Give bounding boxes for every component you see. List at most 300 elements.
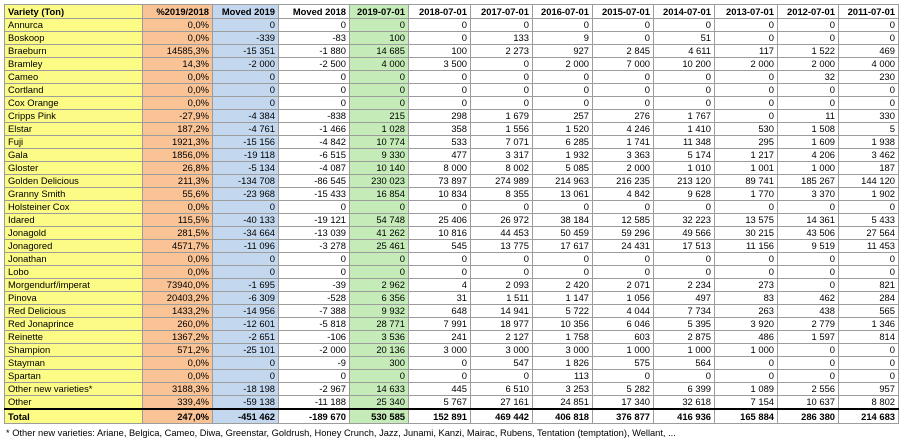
value-cell: 3 000 [409,344,471,357]
table-row [5,318,899,331]
value-cell: 0 [533,71,593,84]
value-cell: 0 [778,32,839,45]
value-cell: 215 [350,110,409,123]
value-cell: 0 [350,253,409,266]
value-cell: 281,5% [143,227,213,240]
value-cell: 216 235 [593,175,654,188]
total-value-cell: -189 670 [279,409,350,424]
value-cell: 545 [409,240,471,253]
value-cell: 0 [409,84,471,97]
value-cell: 0 [213,370,279,383]
value-cell: 25 406 [409,214,471,227]
value-cell: 0,0% [143,97,213,110]
table-row [5,305,899,318]
value-cell: 0 [350,97,409,110]
value-cell: 2 000 [533,58,593,71]
value-cell: 14,3% [143,58,213,71]
value-cell: 0 [654,84,715,97]
value-cell: 1921,3% [143,136,213,149]
table-row [5,214,899,227]
value-cell: 0 [654,370,715,383]
value-cell: 0 [471,58,533,71]
total-value-cell: 165 884 [715,409,778,424]
total-value-cell: 247,0% [143,409,213,424]
value-cell: 213 120 [654,175,715,188]
value-cell: 0 [279,84,350,97]
value-cell: 0 [213,19,279,32]
table-row [5,19,899,32]
value-cell: 1 056 [593,292,654,305]
value-cell: 24 431 [593,240,654,253]
value-cell: 1 679 [471,110,533,123]
variety-name-cell: Cox Orange [5,97,143,110]
value-cell: -1 466 [279,123,350,136]
value-cell: 263 [715,305,778,318]
value-cell: 5 174 [654,149,715,162]
column-header: %2019/2018 [143,5,213,19]
value-cell: 27 564 [839,227,899,240]
variety-name-cell: Fuji [5,136,143,149]
value-cell: -15 351 [213,45,279,58]
value-cell: 2 093 [471,279,533,292]
value-cell: 3 500 [409,58,471,71]
value-cell: 0 [593,97,654,110]
value-cell: 1 508 [778,123,839,136]
value-cell: 144 120 [839,175,899,188]
value-cell: 14 685 [350,45,409,58]
value-cell: -2 651 [213,331,279,344]
value-cell: 9 330 [350,149,409,162]
value-cell: 9 519 [778,240,839,253]
value-cell: 185 267 [778,175,839,188]
value-cell: 0 [213,201,279,214]
value-cell: 469 [839,45,899,58]
value-cell: 26 972 [471,214,533,227]
value-cell: -134 708 [213,175,279,188]
value-cell: 27 161 [471,396,533,410]
value-cell: 0 [715,201,778,214]
value-cell: 0 [715,357,778,370]
value-cell: 0 [409,71,471,84]
value-cell: 38 184 [533,214,593,227]
value-cell: 0 [715,32,778,45]
value-cell: 13 061 [533,188,593,201]
value-cell: 0 [471,253,533,266]
table-row [5,149,899,162]
value-cell: -1 880 [279,45,350,58]
value-cell: 0 [533,201,593,214]
value-cell: 0 [778,97,839,110]
value-cell: 9 [533,32,593,45]
value-cell: 0 [654,266,715,279]
value-cell: 2 845 [593,45,654,58]
value-cell: 0,0% [143,370,213,383]
value-cell: 25 461 [350,240,409,253]
table-row [5,71,899,84]
variety-name-cell: Gala [5,149,143,162]
value-cell: 1 089 [715,383,778,396]
value-cell: 0 [778,370,839,383]
value-cell: 274 989 [471,175,533,188]
value-cell: 1 609 [778,136,839,149]
value-cell: -2 000 [279,344,350,357]
value-cell: 0 [839,370,899,383]
variety-name-cell: Idared [5,214,143,227]
value-cell: -339 [213,32,279,45]
value-cell: 0 [593,19,654,32]
total-label-cell: Total [5,409,143,424]
column-header: 2013-07-01 [715,5,778,19]
value-cell: 31 [409,292,471,305]
value-cell: 8 000 [409,162,471,175]
column-header: 2016-07-01 [533,5,593,19]
value-cell: 30 215 [715,227,778,240]
value-cell: 0 [839,253,899,266]
table-row [5,188,899,201]
value-cell: -18 198 [213,383,279,396]
value-cell: 6 510 [471,383,533,396]
value-cell: 10 356 [533,318,593,331]
value-cell: 49 566 [654,227,715,240]
value-cell: -838 [279,110,350,123]
value-cell: 257 [533,110,593,123]
table-row [5,162,899,175]
value-cell: 2 420 [533,279,593,292]
variety-name-cell: Red Delicious [5,305,143,318]
value-cell: 0 [839,32,899,45]
value-cell: -4 384 [213,110,279,123]
value-cell: 5 433 [839,214,899,227]
value-cell: 187,2% [143,123,213,136]
value-cell: 575 [593,357,654,370]
value-cell: 3 370 [778,188,839,201]
value-cell: 26,8% [143,162,213,175]
table-body [5,19,899,424]
table-row [5,383,899,396]
variety-name-cell: Other new varieties* [5,383,143,396]
value-cell: 1 001 [715,162,778,175]
value-cell: 0 [409,357,471,370]
value-cell: 0 [471,19,533,32]
value-cell: 14 941 [471,305,533,318]
value-cell: 1 147 [533,292,593,305]
value-cell: 10 834 [409,188,471,201]
value-cell: -7 388 [279,305,350,318]
value-cell: 2 000 [715,58,778,71]
value-cell: -15 156 [213,136,279,149]
value-cell: -2 967 [279,383,350,396]
value-cell: 0 [213,97,279,110]
total-value-cell: 214 683 [839,409,899,424]
value-cell: 4 842 [593,188,654,201]
value-cell: -2 500 [279,58,350,71]
value-cell: 4571,7% [143,240,213,253]
table-row [5,253,899,266]
value-cell: 1 597 [778,331,839,344]
value-cell: 1 000 [778,162,839,175]
value-cell: 2 234 [654,279,715,292]
value-cell: 0 [279,19,350,32]
value-cell: 1 522 [778,45,839,58]
value-cell: 0 [213,266,279,279]
value-cell: 295 [715,136,778,149]
value-cell: 547 [471,357,533,370]
value-cell: -5 818 [279,318,350,331]
value-cell: 0 [593,253,654,266]
value-cell: 0 [471,266,533,279]
value-cell: 100 [409,45,471,58]
value-cell: 1 346 [839,318,899,331]
value-cell: 0,0% [143,201,213,214]
value-cell: 0 [409,19,471,32]
value-cell: -11 188 [279,396,350,410]
value-cell: 0 [279,253,350,266]
value-cell: -40 133 [213,214,279,227]
value-cell: 1856,0% [143,149,213,162]
value-cell: 214 963 [533,175,593,188]
value-cell: 0,0% [143,19,213,32]
value-cell: 11 [778,110,839,123]
value-cell: -25 101 [213,344,279,357]
value-cell: 32 [778,71,839,84]
value-cell: 1433,2% [143,305,213,318]
variety-name-cell: Reinette [5,331,143,344]
value-cell: -5 134 [213,162,279,175]
value-cell: 284 [839,292,899,305]
value-cell: 28 771 [350,318,409,331]
variety-name-cell: Shampion [5,344,143,357]
value-cell: 10 774 [350,136,409,149]
table-row [5,175,899,188]
value-cell: 1 826 [533,357,593,370]
value-cell: -15 433 [279,188,350,201]
value-cell: 211,3% [143,175,213,188]
value-cell: 12 585 [593,214,654,227]
table-row [5,58,899,71]
value-cell: 133 [471,32,533,45]
value-cell: 5 722 [533,305,593,318]
value-cell: 7 071 [471,136,533,149]
value-cell: 5 395 [654,318,715,331]
value-cell: 187 [839,162,899,175]
value-cell: -11 096 [213,240,279,253]
value-cell: 0 [409,370,471,383]
value-cell: 6 046 [593,318,654,331]
value-cell: 0 [350,84,409,97]
value-cell: 0 [350,71,409,84]
value-cell: 7 000 [593,58,654,71]
value-cell: 0 [778,279,839,292]
value-cell: 1 741 [593,136,654,149]
value-cell: 6 285 [533,136,593,149]
variety-name-cell: Cameo [5,71,143,84]
value-cell: 1 000 [715,344,778,357]
value-cell: 0 [471,71,533,84]
value-cell: 0 [533,97,593,110]
value-cell: 7 734 [654,305,715,318]
value-cell: 0 [213,71,279,84]
value-cell: 5 282 [593,383,654,396]
value-cell: 1 511 [471,292,533,305]
total-value-cell: 406 818 [533,409,593,424]
value-cell: 0 [715,19,778,32]
value-cell: 0 [839,266,899,279]
value-cell: 17 617 [533,240,593,253]
value-cell: 0 [778,84,839,97]
value-cell: 2 273 [471,45,533,58]
table-row [5,123,899,136]
value-cell: 16 854 [350,188,409,201]
value-cell: 230 023 [350,175,409,188]
variety-name-cell: Jonagored [5,240,143,253]
value-cell: -1 695 [213,279,279,292]
value-cell: 0 [350,370,409,383]
value-cell: 0 [839,357,899,370]
column-header: Moved 2018 [279,5,350,19]
value-cell: 0 [533,266,593,279]
value-cell: 20403,2% [143,292,213,305]
header-row [5,5,899,19]
value-cell: 0 [654,97,715,110]
value-cell: 3 462 [839,149,899,162]
variety-name-cell: Granny Smith [5,188,143,201]
value-cell: 1 410 [654,123,715,136]
value-cell: 957 [839,383,899,396]
value-cell: 3188,3% [143,383,213,396]
value-cell: 603 [593,331,654,344]
value-cell: 0 [213,84,279,97]
variety-name-cell: Other [5,396,143,410]
value-cell: 50 459 [533,227,593,240]
value-cell: 0 [533,19,593,32]
value-cell: 55,6% [143,188,213,201]
column-header: 2019-07-01 [350,5,409,19]
value-cell: 3 536 [350,331,409,344]
value-cell: 4 611 [654,45,715,58]
value-cell: 0 [409,201,471,214]
total-value-cell: 286 380 [778,409,839,424]
value-cell: -23 968 [213,188,279,201]
value-cell: -19 118 [213,149,279,162]
value-cell: 0,0% [143,71,213,84]
value-cell: 0 [350,266,409,279]
value-cell: 300 [350,357,409,370]
value-cell: 0 [409,266,471,279]
apple-stock-table [4,4,899,424]
value-cell: 0 [715,71,778,84]
table-row [5,97,899,110]
value-cell: 1 932 [533,149,593,162]
value-cell: 1 767 [654,110,715,123]
value-cell: 8 002 [471,162,533,175]
value-cell: 0 [533,253,593,266]
value-cell: 1 938 [839,136,899,149]
value-cell: 462 [778,292,839,305]
table-row [5,45,899,58]
value-cell: 0 [350,19,409,32]
value-cell: 5 [839,123,899,136]
value-cell: 9 932 [350,305,409,318]
value-cell: 0 [409,97,471,110]
value-cell: 0 [839,84,899,97]
value-cell: 2 875 [654,331,715,344]
value-cell: 0 [593,266,654,279]
value-cell: 3 317 [471,149,533,162]
value-cell: 1367,2% [143,331,213,344]
value-cell: 0 [593,84,654,97]
value-cell: 4 000 [350,58,409,71]
value-cell: -83 [279,32,350,45]
value-cell: 0 [593,71,654,84]
value-cell: 4 246 [593,123,654,136]
value-cell: 0 [654,71,715,84]
footnote: * Other new varieties: Ariane, Belgica, Cameo, Diwa, Greenstar, Goldrush, Honey Crunch, Jazz, Junami, Kanzi, Mairac, Rubens, Tentation (temptation), Wellant, ... [6,428,676,438]
value-cell: 497 [654,292,715,305]
value-cell: 0 [839,19,899,32]
value-cell: 0 [471,201,533,214]
value-cell: 32 223 [654,214,715,227]
value-cell: 0 [279,266,350,279]
column-header: 2018-07-01 [409,5,471,19]
column-header: 2011-07-01 [839,5,899,19]
value-cell: 0 [409,253,471,266]
value-cell: 0 [839,97,899,110]
table-row [5,227,899,240]
value-cell: -14 956 [213,305,279,318]
value-cell: -106 [279,331,350,344]
value-cell: 0 [409,32,471,45]
value-cell: 3 000 [533,344,593,357]
value-cell: 17 513 [654,240,715,253]
table-row [5,136,899,149]
value-cell: 0,0% [143,32,213,45]
value-cell: 10 816 [409,227,471,240]
table-row [5,240,899,253]
variety-name-cell: Cortland [5,84,143,97]
table-row [5,370,899,383]
value-cell: -59 138 [213,396,279,410]
table-row [5,32,899,45]
variety-name-cell: Holsteiner Cox [5,201,143,214]
value-cell: 0 [654,19,715,32]
value-cell: 14 633 [350,383,409,396]
value-cell: -528 [279,292,350,305]
value-cell: 571,2% [143,344,213,357]
table-row [5,344,899,357]
value-cell: 13 575 [715,214,778,227]
value-cell: 1 556 [471,123,533,136]
variety-name-cell: Morgendurf/imperat [5,279,143,292]
value-cell: 2 556 [778,383,839,396]
value-cell: 0,0% [143,266,213,279]
table-row [5,110,899,123]
value-cell: 0 [715,84,778,97]
value-cell: 0 [279,97,350,110]
value-cell: 648 [409,305,471,318]
variety-name-cell: Red Jonaprince [5,318,143,331]
value-cell: 530 [715,123,778,136]
variety-name-cell: Boskoop [5,32,143,45]
value-cell: -86 545 [279,175,350,188]
value-cell: 113 [533,370,593,383]
value-cell: 0 [279,370,350,383]
value-cell: -6 309 [213,292,279,305]
value-cell: 0 [778,201,839,214]
value-cell: 0 [715,253,778,266]
value-cell: 0 [471,97,533,110]
value-cell: 7 991 [409,318,471,331]
value-cell: 0 [778,19,839,32]
